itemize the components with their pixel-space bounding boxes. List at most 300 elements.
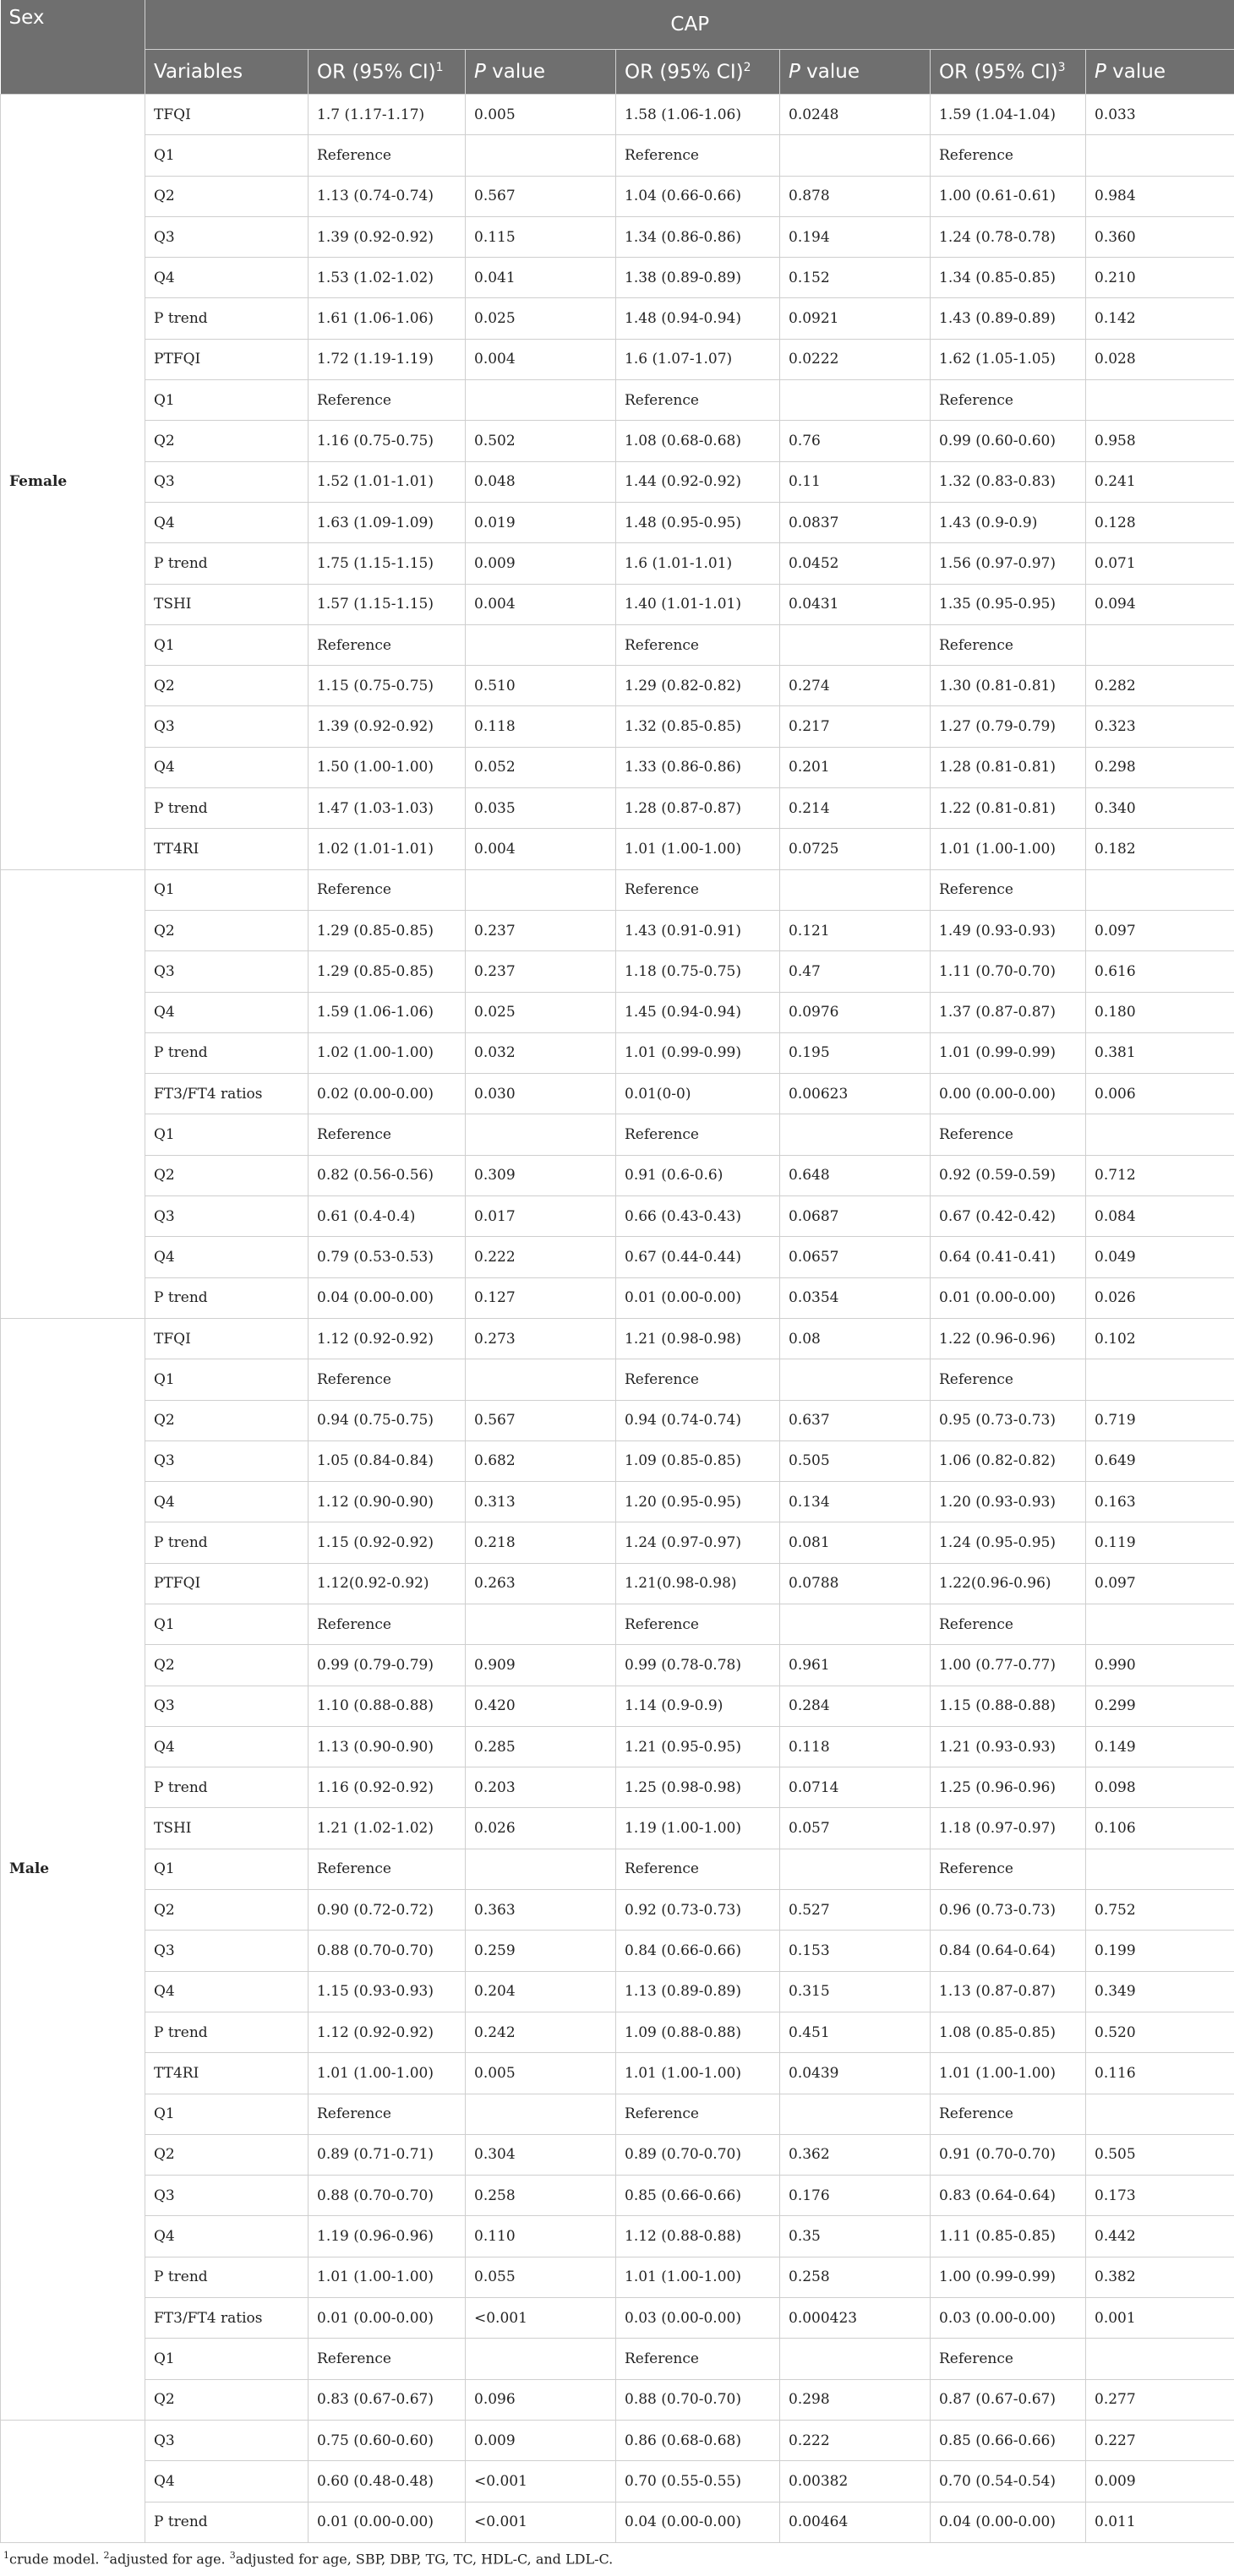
table-row: [1, 624, 1234, 665]
or-crude-cell: 0.88 (0.70-0.70): [308, 2176, 466, 2216]
p-crude-cell: 0.035: [466, 788, 616, 829]
or-full-cell: 1.34 (0.85-0.85): [931, 258, 1086, 298]
table-row: [1, 1074, 1234, 1114]
p-crude-cell: <0.001: [466, 2298, 616, 2339]
or-full-cell: 1.11 (0.70-0.70): [931, 951, 1086, 992]
p-crude-cell: [466, 2339, 616, 2379]
table-row: [1, 1645, 1234, 1686]
or-age-cell: Reference: [616, 1359, 780, 1400]
or-crude-cell: 1.16 (0.92-0.92): [308, 1767, 466, 1808]
p-age-cell: [780, 1849, 931, 1889]
or-full-cell: 0.70 (0.54-0.54): [931, 2461, 1086, 2502]
or-full-cell: 1.00 (0.99-0.99): [931, 2257, 1086, 2297]
or-age-cell: Reference: [616, 624, 780, 665]
p-crude-cell: <0.001: [466, 2461, 616, 2502]
p-age-cell: 0.11: [780, 461, 931, 502]
p-age-cell: 0.0354: [780, 1277, 931, 1318]
or-age-cell: 1.04 (0.66-0.66): [616, 176, 780, 216]
or-crude-cell: 1.50 (1.00-1.00): [308, 747, 466, 787]
p-full-cell: 0.149: [1086, 1726, 1234, 1767]
or-full-cell: 1.56 (0.97-0.97): [931, 543, 1086, 584]
p-crude-cell: 0.204: [466, 1971, 616, 2012]
p-full-cell: [1086, 2339, 1234, 2379]
or-full-cell: Reference: [931, 1359, 1086, 1400]
or-age-cell: 1.38 (0.89-0.89): [616, 258, 780, 298]
or-crude-cell: Reference: [308, 624, 466, 665]
variable-cell: P trend: [145, 2502, 308, 2542]
or-age-cell: 1.20 (0.95-0.95): [616, 1482, 780, 1522]
variable-cell: Q3: [145, 1931, 308, 1971]
variable-cell: FT3/FT4 ratios: [145, 2298, 308, 2339]
table-row: [1, 1686, 1234, 1726]
table-row: [1, 421, 1234, 461]
or-crude-cell: 1.13 (0.90-0.90): [308, 1726, 466, 1767]
p-age-cell: 0.0714: [780, 1767, 931, 1808]
or-age-cell: 0.99 (0.78-0.78): [616, 1645, 780, 1686]
table-row: [1, 2420, 1234, 2460]
p-full-cell: [1086, 624, 1234, 665]
p-age-cell: 0.527: [780, 1890, 931, 1931]
or-full-cell: 1.25 (0.96-0.96): [931, 1767, 1086, 1808]
or-crude-cell: 1.12(0.92-0.92): [308, 1563, 466, 1604]
or-age-cell: 0.92 (0.73-0.73): [616, 1890, 780, 1931]
or-crude-cell: 1.12 (0.90-0.90): [308, 1482, 466, 1522]
or-full-cell: 1.24 (0.78-0.78): [931, 216, 1086, 257]
p-age-cell: 0.0222: [780, 339, 931, 379]
variable-cell: TSHI: [145, 1808, 308, 1849]
variable-cell: Q1: [145, 1114, 308, 1155]
p-crude-cell: 0.096: [466, 2379, 616, 2420]
p-crude-cell: [466, 380, 616, 421]
p-age-cell: 0.451: [780, 2012, 931, 2052]
or-crude-cell: 1.15 (0.92-0.92): [308, 1522, 466, 1563]
or-crude-cell: 0.75 (0.60-0.60): [308, 2420, 466, 2460]
or-age-cell: 1.48 (0.94-0.94): [616, 298, 780, 339]
p-full-cell: 0.049: [1086, 1237, 1234, 1277]
or-age-cell: 0.84 (0.66-0.66): [616, 1931, 780, 1971]
p-crude-cell: 0.420: [466, 1686, 616, 1726]
or-crude-cell: 0.99 (0.79-0.79): [308, 1645, 466, 1686]
p-age-cell: 0.47: [780, 951, 931, 992]
p-age-cell: 0.298: [780, 2379, 931, 2420]
or-age-cell: 1.08 (0.68-0.68): [616, 421, 780, 461]
sex-group-cell: Male: [1, 1318, 145, 2420]
p-full-cell: 0.505: [1086, 2134, 1234, 2175]
or-crude-cell: 1.52 (1.01-1.01): [308, 461, 466, 502]
or-crude-cell: 0.79 (0.53-0.53): [308, 1237, 466, 1277]
table-row: [1, 543, 1234, 584]
p-age-cell: 0.153: [780, 1931, 931, 1971]
variable-cell: Q3: [145, 706, 308, 747]
table-row: [1, 706, 1234, 747]
or-crude-cell: Reference: [308, 380, 466, 421]
variable-cell: TSHI: [145, 584, 308, 624]
variable-cell: P trend: [145, 1032, 308, 1073]
p-full-cell: 0.340: [1086, 788, 1234, 829]
p-age-cell: 0.0788: [780, 1563, 931, 1604]
or-full-cell: 0.91 (0.70-0.70): [931, 2134, 1086, 2175]
p-age-cell: 0.0687: [780, 1196, 931, 1237]
p-age-cell: 0.0248: [780, 95, 931, 135]
variable-cell: TFQI: [145, 95, 308, 135]
variable-cell: Q3: [145, 1440, 308, 1481]
p-age-cell: 0.222: [780, 2420, 931, 2460]
or-age-cell: 1.01 (0.99-0.99): [616, 1032, 780, 1073]
p-crude-cell: 0.115: [466, 216, 616, 257]
p-crude-cell: 0.259: [466, 1931, 616, 1971]
table-row: [1, 1318, 1234, 1359]
p-age-cell: 0.00464: [780, 2502, 931, 2542]
p-full-cell: 0.097: [1086, 910, 1234, 950]
table-row: [1, 2094, 1234, 2134]
or-crude-cell: Reference: [308, 1604, 466, 1644]
or-header-crude: OR (95% CI)$^1$: [308, 50, 466, 95]
or-full-cell: Reference: [931, 624, 1086, 665]
p-age-cell: 0.08: [780, 1318, 931, 1359]
p-age-cell: 0.0976: [780, 992, 931, 1032]
or-full-cell: Reference: [931, 1604, 1086, 1644]
p-age-cell: 0.214: [780, 788, 931, 829]
or-crude-cell: 1.39 (0.92-0.92): [308, 706, 466, 747]
p-crude-cell: 0.030: [466, 1074, 616, 1114]
table-row: [1, 1237, 1234, 1277]
variable-cell: P trend: [145, 2012, 308, 2052]
or-age-cell: Reference: [616, 2094, 780, 2134]
or-crude-cell: 0.94 (0.75-0.75): [308, 1400, 466, 1440]
p-full-cell: 0.719: [1086, 1400, 1234, 1440]
variable-cell: Q4: [145, 1971, 308, 2012]
variable-cell: Q4: [145, 992, 308, 1032]
p-crude-cell: 0.005: [466, 2053, 616, 2094]
p-full-cell: 0.298: [1086, 747, 1234, 787]
or-age-cell: 1.48 (0.95-0.95): [616, 502, 780, 542]
p-full-cell: [1086, 1359, 1234, 1400]
p-full-cell: [1086, 1114, 1234, 1155]
or-age-cell: Reference: [616, 869, 780, 910]
p-crude-cell: 0.237: [466, 910, 616, 950]
or-age-cell: 0.04 (0.00-0.00): [616, 2502, 780, 2542]
or-full-cell: 1.35 (0.95-0.95): [931, 584, 1086, 624]
p-age-cell: [780, 869, 931, 910]
table-row: [1, 1032, 1234, 1073]
p-crude-cell: [466, 1359, 616, 1400]
or-full-cell: Reference: [931, 1849, 1086, 1889]
variable-cell: P trend: [145, 298, 308, 339]
p-age-cell: [780, 2094, 931, 2134]
p-age-cell: [780, 135, 931, 176]
p-full-cell: [1086, 380, 1234, 421]
p-crude-cell: 0.009: [466, 2420, 616, 2460]
table-row: [1, 2134, 1234, 2175]
p-age-cell: [780, 2339, 931, 2379]
p-crude-cell: 0.567: [466, 1400, 616, 1440]
p-crude-cell: 0.052: [466, 747, 616, 787]
p-full-cell: 0.163: [1086, 1482, 1234, 1522]
variable-cell: Q2: [145, 1400, 308, 1440]
or-full-cell: Reference: [931, 2339, 1086, 2379]
or-age-cell: 1.45 (0.94-0.94): [616, 992, 780, 1032]
or-age-cell: 1.43 (0.91-0.91): [616, 910, 780, 950]
or-age-cell: 0.88 (0.70-0.70): [616, 2379, 780, 2420]
table-row: [1, 1359, 1234, 1400]
or-full-cell: Reference: [931, 2094, 1086, 2134]
table-row: [1, 2257, 1234, 2297]
p-crude-cell: 0.025: [466, 992, 616, 1032]
p-full-cell: 0.001: [1086, 2298, 1234, 2339]
p-full-cell: 0.033: [1086, 95, 1234, 135]
or-full-cell: Reference: [931, 869, 1086, 910]
variable-cell: Q1: [145, 1604, 308, 1644]
or-crude-cell: Reference: [308, 1849, 466, 1889]
table-row: [1, 951, 1234, 992]
table-row: [1, 1155, 1234, 1195]
or-age-cell: 0.91 (0.6-0.6): [616, 1155, 780, 1195]
or-full-cell: 1.06 (0.82-0.82): [931, 1440, 1086, 1481]
or-crude-cell: 1.53 (1.02-1.02): [308, 258, 466, 298]
variable-cell: FT3/FT4 ratios: [145, 1074, 308, 1114]
or-crude-cell: 0.02 (0.00-0.00): [308, 1074, 466, 1114]
table-row: [1, 1604, 1234, 1644]
p-crude-cell: 0.313: [466, 1482, 616, 1522]
p-crude-cell: 0.218: [466, 1522, 616, 1563]
p-age-cell: 0.0452: [780, 543, 931, 584]
or-age-cell: Reference: [616, 1849, 780, 1889]
table-row: [1, 2298, 1234, 2339]
or-age-cell: 0.70 (0.55-0.55): [616, 2461, 780, 2502]
p-value-header-age: P value: [780, 50, 931, 95]
or-full-cell: 0.04 (0.00-0.00): [931, 2502, 1086, 2542]
p-crude-cell: 0.258: [466, 2176, 616, 2216]
p-full-cell: [1086, 1604, 1234, 1644]
or-header-age: OR (95% CI)$^2$: [616, 50, 780, 95]
variable-cell: Q2: [145, 421, 308, 461]
p-crude-cell: 0.273: [466, 1318, 616, 1359]
or-age-cell: 1.6 (1.01-1.01): [616, 543, 780, 584]
p-crude-cell: 0.118: [466, 706, 616, 747]
or-crude-cell: 1.29 (0.85-0.85): [308, 951, 466, 992]
p-full-cell: 0.009: [1086, 2461, 1234, 2502]
p-crude-cell: 0.004: [466, 339, 616, 379]
p-full-cell: 0.241: [1086, 461, 1234, 502]
or-crude-cell: Reference: [308, 1114, 466, 1155]
or-full-cell: 1.22(0.96-0.96): [931, 1563, 1086, 1604]
p-full-cell: 0.028: [1086, 339, 1234, 379]
table-row: [1, 216, 1234, 257]
or-crude-cell: 0.90 (0.72-0.72): [308, 1890, 466, 1931]
table-row: [1, 2176, 1234, 2216]
p-full-cell: 0.227: [1086, 2420, 1234, 2460]
p-full-cell: [1086, 1849, 1234, 1889]
p-crude-cell: 0.127: [466, 1277, 616, 1318]
or-crude-cell: 0.60 (0.48-0.48): [308, 2461, 466, 2502]
or-crude-cell: Reference: [308, 2339, 466, 2379]
p-full-cell: 0.712: [1086, 1155, 1234, 1195]
or-full-cell: 1.08 (0.85-0.85): [931, 2012, 1086, 2052]
or-full-cell: 1.20 (0.93-0.93): [931, 1482, 1086, 1522]
p-crude-cell: [466, 1114, 616, 1155]
or-crude-cell: 1.05 (0.84-0.84): [308, 1440, 466, 1481]
p-full-cell: 0.011: [1086, 2502, 1234, 2542]
or-age-cell: 1.09 (0.85-0.85): [616, 1440, 780, 1481]
p-full-cell: 0.199: [1086, 1931, 1234, 1971]
variable-cell: Q1: [145, 624, 308, 665]
or-full-cell: 1.37 (0.87-0.87): [931, 992, 1086, 1032]
variable-cell: Q1: [145, 2094, 308, 2134]
or-crude-cell: 0.01 (0.00-0.00): [308, 2298, 466, 2339]
or-crude-cell: 1.15 (0.93-0.93): [308, 1971, 466, 2012]
or-full-cell: 0.85 (0.66-0.66): [931, 2420, 1086, 2460]
table-row: [1, 298, 1234, 339]
or-full-cell: 1.21 (0.93-0.93): [931, 1726, 1086, 1767]
p-full-cell: 0.084: [1086, 1196, 1234, 1237]
or-age-cell: Reference: [616, 135, 780, 176]
p-full-cell: 0.958: [1086, 421, 1234, 461]
table-row: [1, 992, 1234, 1032]
or-crude-cell: 1.21 (1.02-1.02): [308, 1808, 466, 1849]
p-crude-cell: 0.017: [466, 1196, 616, 1237]
p-age-cell: [780, 1604, 931, 1644]
or-age-cell: Reference: [616, 1114, 780, 1155]
or-crude-cell: 1.63 (1.09-1.09): [308, 502, 466, 542]
or-age-cell: 1.40 (1.01-1.01): [616, 584, 780, 624]
p-age-cell: 0.274: [780, 666, 931, 706]
variable-cell: Q1: [145, 380, 308, 421]
p-age-cell: 0.081: [780, 1522, 931, 1563]
p-age-cell: 0.76: [780, 421, 931, 461]
p-crude-cell: [466, 1604, 616, 1644]
or-age-cell: 1.6 (1.07-1.07): [616, 339, 780, 379]
variable-cell: P trend: [145, 1277, 308, 1318]
or-full-cell: 0.92 (0.59-0.59): [931, 1155, 1086, 1195]
or-full-cell: 0.95 (0.73-0.73): [931, 1400, 1086, 1440]
sex-header: Sex: [1, 0, 145, 95]
table-row: [1, 339, 1234, 379]
or-full-cell: Reference: [931, 380, 1086, 421]
or-full-cell: 0.83 (0.64-0.64): [931, 2176, 1086, 2216]
or-crude-cell: Reference: [308, 1359, 466, 1400]
table-row: [1, 1482, 1234, 1522]
or-age-cell: 1.12 (0.88-0.88): [616, 2216, 780, 2257]
variable-cell: Q3: [145, 1686, 308, 1726]
variable-cell: Q2: [145, 666, 308, 706]
or-full-cell: 1.00 (0.61-0.61): [931, 176, 1086, 216]
variable-cell: Q3: [145, 951, 308, 992]
or-age-cell: 0.86 (0.68-0.68): [616, 2420, 780, 2460]
variable-cell: Q2: [145, 1645, 308, 1686]
p-full-cell: 0.097: [1086, 1563, 1234, 1604]
or-full-cell: 1.15 (0.88-0.88): [931, 1686, 1086, 1726]
or-crude-cell: 0.82 (0.56-0.56): [308, 1155, 466, 1195]
p-full-cell: 0.323: [1086, 706, 1234, 747]
table-row: [1, 1890, 1234, 1931]
or-full-cell: 0.64 (0.41-0.41): [931, 1237, 1086, 1277]
p-age-cell: 0.35: [780, 2216, 931, 2257]
variable-cell: Q3: [145, 1196, 308, 1237]
p-age-cell: 0.00623: [780, 1074, 931, 1114]
or-age-cell: 0.67 (0.44-0.44): [616, 1237, 780, 1277]
or-age-cell: 1.01 (1.00-1.00): [616, 2053, 780, 2094]
table-row: [1, 2379, 1234, 2420]
or-crude-cell: 1.61 (1.06-1.06): [308, 298, 466, 339]
or-age-cell: 1.19 (1.00-1.00): [616, 1808, 780, 1849]
p-crude-cell: [466, 1849, 616, 1889]
table-row: [1, 1767, 1234, 1808]
or-full-cell: 1.27 (0.79-0.79): [931, 706, 1086, 747]
p-crude-cell: 0.263: [466, 1563, 616, 1604]
or-full-cell: 1.01 (0.99-0.99): [931, 1032, 1086, 1073]
or-crude-cell: 0.89 (0.71-0.71): [308, 2134, 466, 2175]
p-age-cell: 0.152: [780, 258, 931, 298]
p-crude-cell: 0.004: [466, 829, 616, 869]
or-age-cell: 1.58 (1.06-1.06): [616, 95, 780, 135]
p-full-cell: 0.382: [1086, 2257, 1234, 2297]
or-full-cell: Reference: [931, 1114, 1086, 1155]
p-crude-cell: [466, 624, 616, 665]
or-age-cell: 1.34 (0.86-0.86): [616, 216, 780, 257]
table-row: [1, 2461, 1234, 2502]
variable-cell: Q2: [145, 2379, 308, 2420]
p-age-cell: 0.0837: [780, 502, 931, 542]
p-crude-cell: 0.242: [466, 2012, 616, 2052]
p-full-cell: 0.210: [1086, 258, 1234, 298]
or-age-cell: 1.21 (0.98-0.98): [616, 1318, 780, 1359]
variable-cell: TT4RI: [145, 829, 308, 869]
p-full-cell: 0.984: [1086, 176, 1234, 216]
variable-cell: Q2: [145, 2134, 308, 2175]
p-full-cell: 0.180: [1086, 992, 1234, 1032]
or-crude-cell: 1.29 (0.85-0.85): [308, 910, 466, 950]
or-crude-cell: 1.7 (1.17-1.17): [308, 95, 466, 135]
or-crude-cell: 0.04 (0.00-0.00): [308, 1277, 466, 1318]
variable-cell: Q4: [145, 1237, 308, 1277]
table-row: [1, 1440, 1234, 1481]
variable-cell: Q1: [145, 2339, 308, 2379]
or-crude-cell: 0.01 (0.00-0.00): [308, 2502, 466, 2542]
variable-cell: TT4RI: [145, 2053, 308, 2094]
table-row: [1, 788, 1234, 829]
table-row: [1, 1563, 1234, 1604]
table-row: [1, 1971, 1234, 2012]
sex-group-cell: [1, 2420, 145, 2542]
or-crude-cell: 1.15 (0.75-0.75): [308, 666, 466, 706]
or-crude-cell: 1.16 (0.75-0.75): [308, 421, 466, 461]
p-age-cell: 0.000423: [780, 2298, 931, 2339]
or-age-cell: 0.01 (0.00-0.00): [616, 1277, 780, 1318]
cap-header: CAP: [145, 0, 1234, 50]
p-crude-cell: 0.005: [466, 95, 616, 135]
or-full-cell: 1.43 (0.89-0.89): [931, 298, 1086, 339]
p-age-cell: [780, 1114, 931, 1155]
or-crude-cell: 1.59 (1.06-1.06): [308, 992, 466, 1032]
p-full-cell: 0.282: [1086, 666, 1234, 706]
p-age-cell: 0.057: [780, 1808, 931, 1849]
p-full-cell: 0.442: [1086, 2216, 1234, 2257]
or-age-cell: 0.85 (0.66-0.66): [616, 2176, 780, 2216]
variable-cell: P trend: [145, 1767, 308, 1808]
p-crude-cell: 0.055: [466, 2257, 616, 2297]
p-value-header-full: P value: [1086, 50, 1234, 95]
p-crude-cell: [466, 869, 616, 910]
p-crude-cell: 0.048: [466, 461, 616, 502]
p-age-cell: 0.195: [780, 1032, 931, 1073]
p-full-cell: 0.649: [1086, 1440, 1234, 1481]
or-crude-cell: 1.75 (1.15-1.15): [308, 543, 466, 584]
p-age-cell: 0.315: [780, 1971, 931, 2012]
or-full-cell: 1.01 (1.00-1.00): [931, 829, 1086, 869]
table-row: [1, 176, 1234, 216]
table-row: [1, 2502, 1234, 2542]
variable-cell: Q3: [145, 461, 308, 502]
